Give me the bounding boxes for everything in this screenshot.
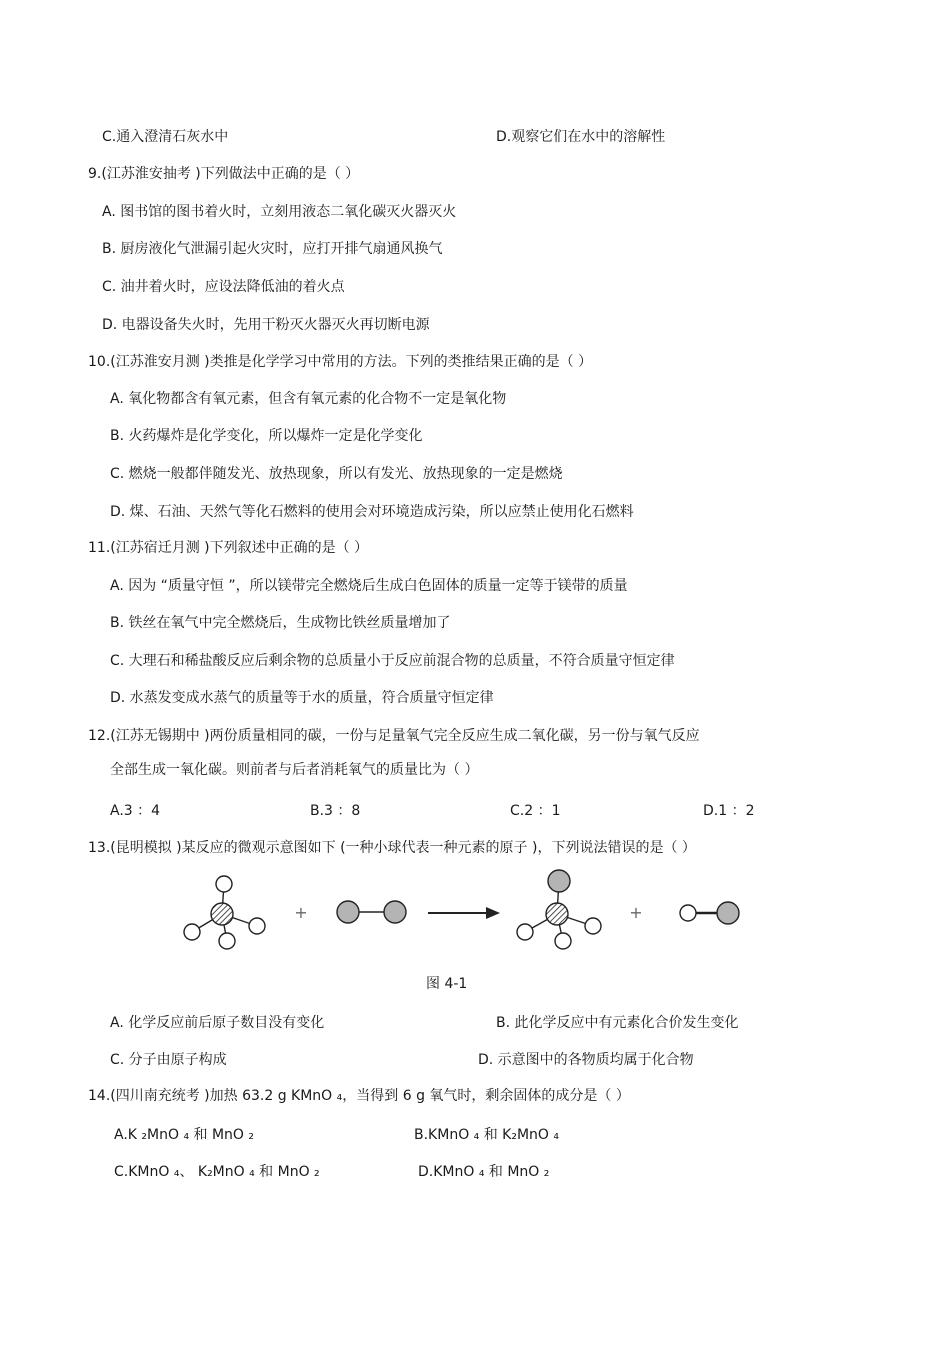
q13-option-c: C. 分子由原子构成 [110, 1052, 227, 1068]
q13-stem: 13.(昆明模拟 )某反应的微观示意图如下 (一种小球代表一种元素的原子 )，下列说法错误的是（ ） [88, 840, 696, 856]
reaction-arrow [428, 907, 500, 919]
q14-stem: 14.(四川南充统考 )加热 63.2 g KMnO ₄，当得到 6 g 氧气时，剩余固体的成分是（ ） [88, 1088, 630, 1104]
q12-stem-line2: 全部生成一氧化碳。则前者与后者消耗氧气的质量比为（ ） [110, 762, 479, 778]
white-atom [216, 876, 232, 892]
q10-option-c: C. 燃烧一般都伴随发光、放热现象，所以有发光、放热现象的一定是燃烧 [110, 466, 563, 482]
q9-option-b: B. 厨房液化气泄漏引起火灾时，应打开排气扇通风换气 [102, 241, 443, 257]
q11-option-b: B. 铁丝在氧气中完全燃烧后，生成物比铁丝质量增加了 [110, 615, 451, 631]
q8-option-c: C.通入澄清石灰水中 [102, 129, 229, 145]
q14-option-d: D.KMnO ₄ 和 MnO ₂ [418, 1164, 550, 1180]
q13-option-b: B. 此化学反应中有元素化合价发生变化 [496, 1015, 739, 1031]
q9-option-a: A. 图书馆的图书着火时，立刻用液态二氧化碳灭火器灭火 [102, 204, 457, 220]
q11-stem: 11.(江苏宿迁月测 )下列叙述中正确的是（ ） [88, 540, 369, 556]
q14-option-a: A.K ₂MnO ₄ 和 MnO ₂ [114, 1127, 254, 1143]
white-atom [585, 918, 601, 934]
product-molecule-2 [680, 902, 739, 924]
white-atom [219, 933, 235, 949]
q11-option-c: C. 大理石和稀盐酸反应后剩余物的总质量小于反应前混合物的总质量，不符合质量守恒定律 [110, 653, 675, 669]
reactant-molecule-2 [337, 901, 406, 923]
q13-option-a: A. 化学反应前后原子数目没有变化 [110, 1015, 325, 1031]
q14-option-c: C.KMnO ₄、 K₂MnO ₄ 和 MnO ₂ [114, 1164, 320, 1180]
plus-sign-1: + [294, 903, 308, 922]
q13-option-d: D. 示意图中的各物质均属于化合物 [478, 1052, 694, 1068]
hatched-atom [211, 903, 233, 925]
q12-option-c: C.2 ：1 [510, 803, 561, 819]
q12-option-d: D.1 ：2 [703, 803, 755, 819]
q12-option-b: B.3 ：8 [310, 803, 361, 819]
figure-caption: 图 4-1 [426, 976, 468, 992]
product-molecule-1 [517, 870, 601, 949]
white-atom [517, 924, 533, 940]
plus-sign-2: + [629, 903, 643, 922]
gray-atom [717, 902, 739, 924]
q9-option-d: D. 电器设备失火时，先用干粉灭火器灭火再切断电源 [102, 317, 430, 333]
q10-option-b: B. 火药爆炸是化学变化，所以爆炸一定是化学变化 [110, 428, 423, 444]
white-atom [249, 918, 265, 934]
white-atom [184, 924, 200, 940]
gray-atom [384, 901, 406, 923]
gray-atom [548, 870, 570, 892]
q9-stem: 9.(江苏淮安抽考 )下列做法中正确的是（ ） [88, 166, 360, 182]
q8-option-d: D.观察它们在水中的溶解性 [496, 129, 666, 145]
q10-option-a: A. 氧化物都含有氧元素，但含有氧元素的化合物不一定是氧化物 [110, 391, 507, 407]
reactant-molecule-1 [184, 876, 265, 949]
hatched-atom [546, 903, 568, 925]
q9-option-c: C. 油井着火时，应设法降低油的着火点 [102, 279, 345, 295]
white-atom [555, 933, 571, 949]
q10-stem: 10.(江苏淮安月测 )类推是化学学习中常用的方法。下列的类推结果正确的是（ ） [88, 354, 593, 370]
q12-option-a: A.3 ：4 [110, 803, 161, 819]
q11-option-a: A. 因为 “质量守恒 ”，所以镁带完全燃烧后生成白色固体的质量一定等于镁带的质量 [110, 578, 628, 594]
q12-stem-line1: 12.(江苏无锡期中 )两份质量相同的碳，一份与足量氧气完全反应生成二氧化碳，另一份与氧气反应 [88, 728, 700, 744]
reaction-diagram [0, 866, 950, 956]
q14-option-b: B.KMnO ₄ 和 K₂MnO ₄ [414, 1127, 559, 1143]
q11-option-d: D. 水蒸发变成水蒸气的质量等于水的质量，符合质量守恒定律 [110, 690, 494, 706]
gray-atom [337, 901, 359, 923]
q10-option-d: D. 煤、石油、天然气等化石燃料的使用会对环境造成污染，所以应禁止使用化石燃料 [110, 504, 634, 520]
white-atom [680, 905, 696, 921]
